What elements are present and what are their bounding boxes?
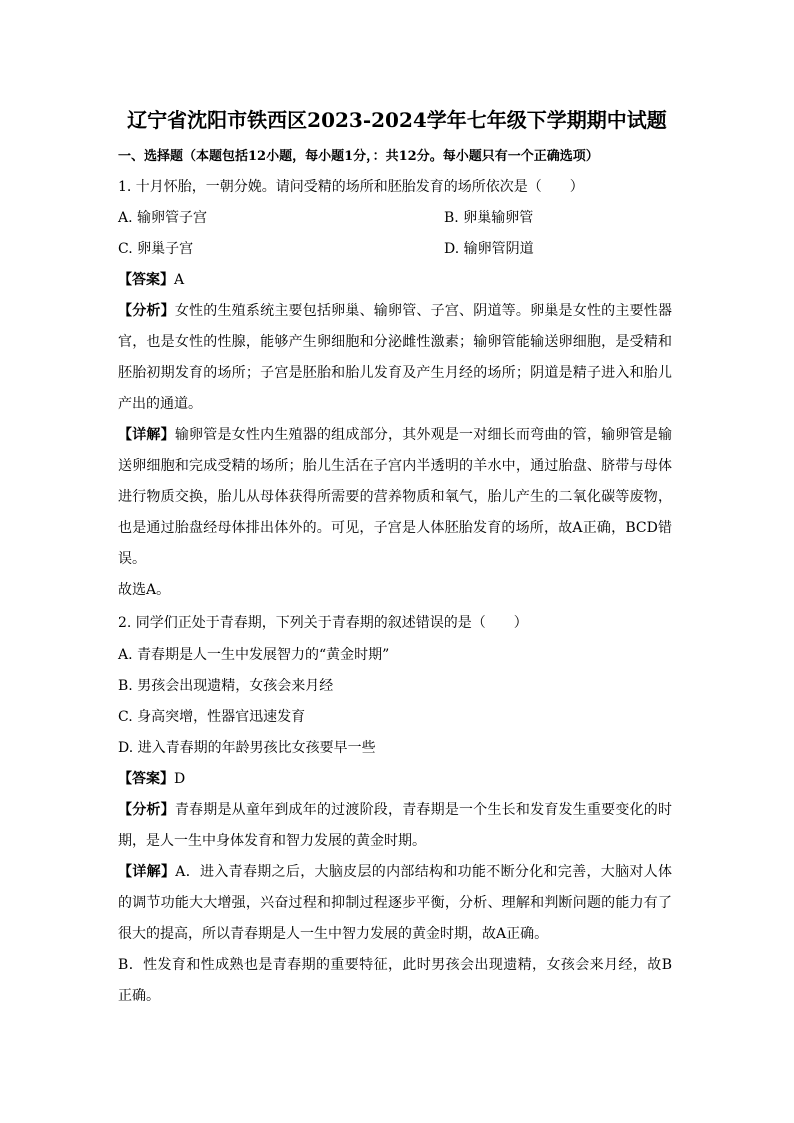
page-title: 辽宁省沈阳市铁西区2023-2024学年七年级下学期期中试题 — [127, 108, 667, 132]
q1-analysis-line: 胚胎初期发育的场所；子宫是胚胎和胎儿发育及产生月经的场所；阴道是精子进入和胎儿 — [118, 365, 672, 381]
q2-detail-line — [118, 861, 672, 881]
answer-label: 【答案】 — [118, 771, 174, 787]
q1-option-d: D. 输卵管阴道 — [444, 241, 534, 257]
q2-detail-line: 的调节功能大大增强，兴奋过程和抑制过程逐步平衡，分析、理解和判断问题的能力有了 — [118, 895, 672, 911]
q1-analysis-line — [118, 300, 672, 320]
answer-value: D — [174, 771, 186, 787]
q1-option-c: C. 卵巢子宫 — [118, 241, 194, 257]
q1-answer — [118, 269, 184, 289]
detail-text: 输卵管是女性内生殖器的组成部分，其外观是一对细长而弯曲的管，输卵管是输 — [174, 427, 672, 443]
q2-detail-line: 正确。 — [118, 988, 160, 1004]
q1-stem: 1. 十月怀胎，一朝分娩。请问受精的场所和胚胎发育的场所依次是（ ） — [118, 179, 584, 195]
q2-option-c: C. 身高突增，性器官迅速发育 — [118, 709, 306, 725]
q1-analysis-line: 官，也是女性的性腺，能够产生卵细胞和分泌雌性激素；输卵管能输送卵细胞，是受精和 — [118, 334, 672, 350]
analysis-label: 【分析】 — [118, 802, 175, 818]
detail-label: 【详解】 — [118, 864, 176, 880]
q2-answer — [118, 768, 185, 788]
q1-option-a: A. 输卵管子宫 — [118, 210, 208, 226]
q1-detail-line: 也是通过胎盘经母体排出体外的。可见，子宫是人体胚胎发育的场所，故A正确，BCD错 — [118, 520, 672, 536]
q1-option-b: B. 卵巢输卵管 — [444, 210, 534, 226]
section-heading: 一、选择题（本题包括12小题，每小题1分，：共12分。每小题只有一个正确选项） — [118, 149, 599, 164]
answer-label: 【答案】 — [118, 272, 174, 288]
q2-option-b: B. 男孩会出现遗精，女孩会来月经 — [118, 678, 334, 694]
q2-analysis-line: 期，是人一生中身体发育和智力发展的黄金时期。 — [118, 833, 426, 849]
q1-conclusion: 故选A。 — [118, 582, 171, 598]
q1-detail-line: 送卵细胞和完成受精的场所；胎儿生活在子宫内半透明的羊水中，通过胎盘、脐带与母体 — [118, 458, 672, 474]
analysis-text: 青春期是从童年到成年的过渡阶段，青春期是一个生长和发育发生重要变化的时 — [174, 802, 672, 818]
q1-detail-line — [118, 424, 672, 444]
q1-detail-line: 误。 — [118, 551, 146, 567]
q2-option-d: D. 进入青春期的年龄男孩比女孩要早一些 — [118, 740, 376, 756]
detail-label: 【详解】 — [118, 427, 175, 443]
q1-detail-line: 进行物质交换，胎儿从母体获得所需要的营养物质和氧气，胎儿产生的二氧化碳等废物， — [118, 489, 672, 505]
analysis-text: 女性的生殖系统主要包括卵巢、输卵管、子宫、阴道等。卵巢是女性的主要性器 — [174, 303, 672, 319]
q1-analysis-line: 产出的通道。 — [118, 396, 202, 412]
q2-option-a: A. 青春期是人一生中发展智力的“黄金时期” — [118, 647, 390, 663]
q2-stem: 2. 同学们正处于青春期，下列关于青春期的叙述错误的是（ ） — [118, 615, 528, 631]
q2-detail-line: 很大的提高，所以青春期是人一生中智力发展的黄金时期，故A正确。 — [118, 926, 549, 942]
q2-analysis-line — [118, 799, 672, 819]
analysis-label: 【分析】 — [118, 303, 175, 319]
answer-value: A — [174, 272, 185, 288]
detail-text: A．进入青春期之后，大脑皮层的内部结构和功能不断分化和完善，大脑对人体 — [175, 864, 673, 880]
q2-detail-line: B．性发育和性成熟也是青春期的重要特征，此时男孩会出现遗精，女孩会来月经，故B — [118, 957, 672, 973]
